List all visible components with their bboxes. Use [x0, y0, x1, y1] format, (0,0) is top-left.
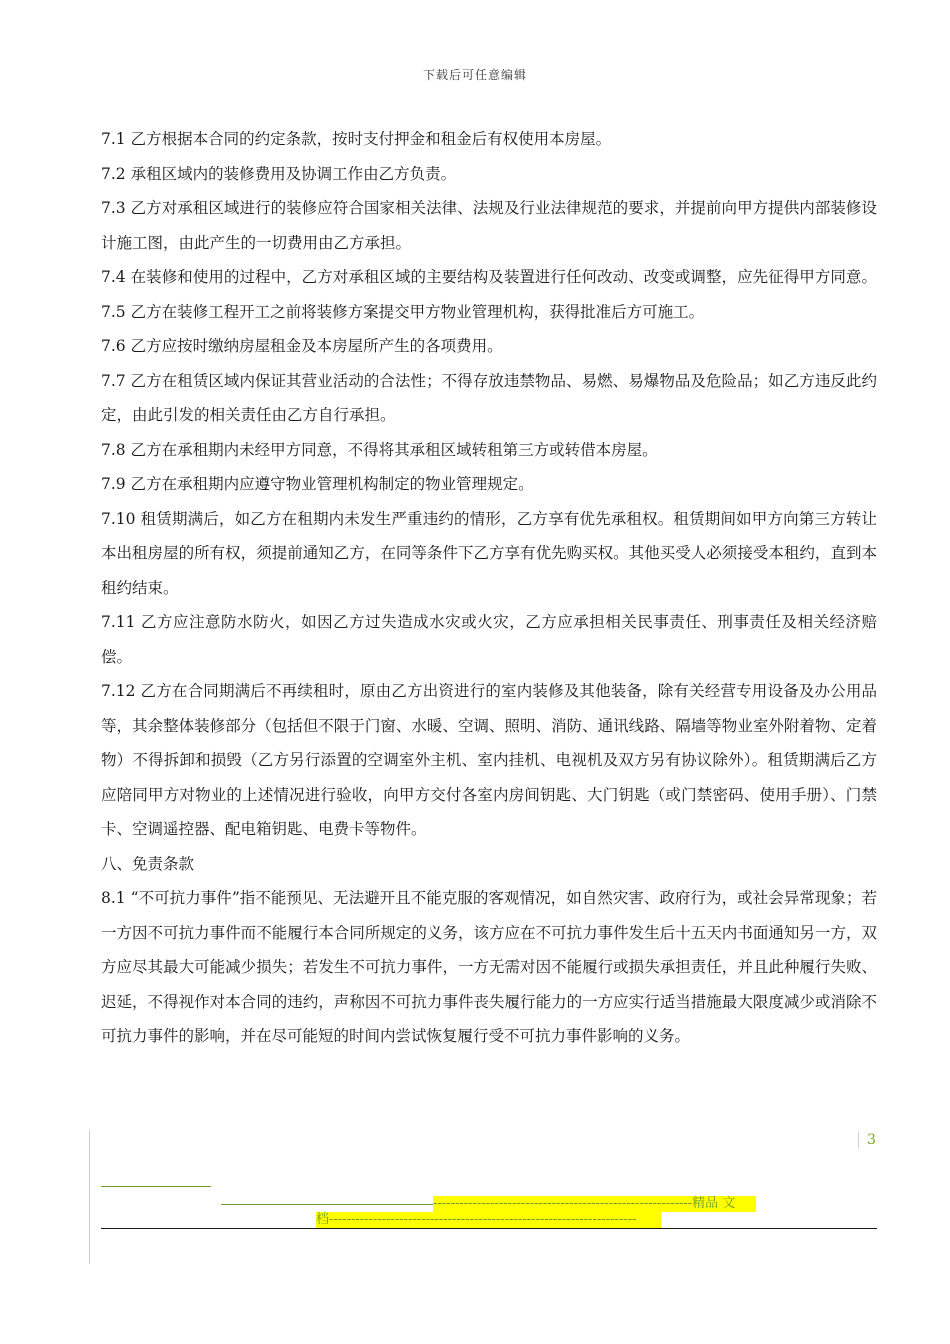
clause-7-8: 7.8 乙方在承租期内未经甲方同意，不得将其承租区域转租第三方或转借本房屋。 — [101, 440, 658, 459]
footer-green-rule-short — [101, 1186, 211, 1187]
page-number: 3 — [858, 1132, 876, 1148]
clause-7-12: 7.12 乙方在合同期满后不再续租时，原由乙方出资进行的室内装修及其他装备，除有关经营专用设备及办公用品等，其余整体装修部分（包括但不限于门窗、水暖、空调、照明、消防、通讯线路、隔墙等物业室外附着物、定着物）不得拆卸和损毁（乙方另行添置的空调室外主机、室内挂机、电视机及双方另有协议除外）。租赁期满后乙方应陪同甲方对物业的上述情况进行验收，向甲方交付各室内房间钥匙、大门钥匙（或门禁密码、使用手册）、门禁卡、空调遥控器、配电箱钥匙、电费卡等物件。 — [101, 682, 877, 838]
document-body — [101, 122, 877, 1054]
clause-7-2: 7.2 承租区域内的装修费用及协调工作由乙方负责。 — [101, 164, 457, 183]
footer-highlight-line-2: 档---------------------------------------------------------------------- — [316, 1212, 661, 1228]
clause-8-1: 8.1 “不可抗力事件”指不能预见、无法避开且不能克服的客观情况，如自然灾害、政府行为，或社会异常现象；若一方因不可抗力事件而不能履行本合同所规定的义务，该方应在不可抗力事件发生后十五天内书面通知另一方，双方应尽其最大可能减少损失；若发生不可抗力事件，一方无需对因不能履行或损失承担责任，并且此种履行失败、迟延，不得视作对本合同的违约，声称因不可抗力事件丧失履行能力的一方应实行适当措施最大限度减少或消除不可抗力事件的影响，并在尽可能短的时间内尝试恢复履行受不可抗力事件影响的义务。 — [101, 889, 877, 1045]
clause-7-3: 7.3 乙方对承租区域进行的装修应符合国家相关法律、法规及行业法律规范的要求，并提前向甲方提供内部装修设计施工图，由此产生的一切费用由乙方承担。 — [101, 199, 877, 252]
section-heading-8: 八、免责条款 — [101, 854, 195, 873]
clause-7-1: 7.1 乙方根据本合同的约定条款，按时支付押金和租金后有权使用本房屋。 — [101, 130, 612, 148]
clause-7-10: 7.10 租赁期满后，如乙方在租期内未发生严重违约的情形，乙方享有优先承租权。租赁期间如甲方向第三方转让本出租房屋的所有权，须提前通知乙方，在同等条件下乙方享有优先购买权。其他买受人必须接受本租约，直到本租约结束。 — [101, 509, 877, 597]
page-header: 下载后可任意编辑 — [422, 68, 527, 82]
footer-black-rule — [101, 1228, 877, 1229]
clause-7-6: 7.6 乙方应按时缴纳房屋租金及本房屋所产生的各项费用。 — [101, 337, 503, 355]
clause-7-11: 7.11 乙方应注意防水防火，如因乙方过失造成水灾或火灾，乙方应承担相关民事责任、刑事责任及相关经济赔偿。 — [101, 613, 877, 666]
footer-green-rule — [221, 1204, 433, 1205]
footer-highlight-line-1: -----------------------------------------------------------精品 文 — [433, 1196, 756, 1212]
clause-7-9: 7.9 乙方在承租期内应遵守物业管理机构制定的物业管理规定。 — [101, 475, 534, 493]
footer-left-margin-line — [89, 1130, 90, 1264]
clause-7-7: 7.7 乙方在租赁区域内保证其营业活动的合法性；不得存放违禁物品、易燃、易爆物品及危险品；如乙方违反此约定，由此引发的相关责任由乙方自行承担。 — [101, 371, 877, 424]
clause-7-4-7-5: 7.4 在装修和使用的过程中，乙方对承租区域的主要结构及装置进行任何改动、改变或调整，应先征得甲方同意。7.5 乙方在装修工程开工之前将装修方案提交甲方物业管理机构，获得批准后方可施工。 — [101, 268, 877, 321]
